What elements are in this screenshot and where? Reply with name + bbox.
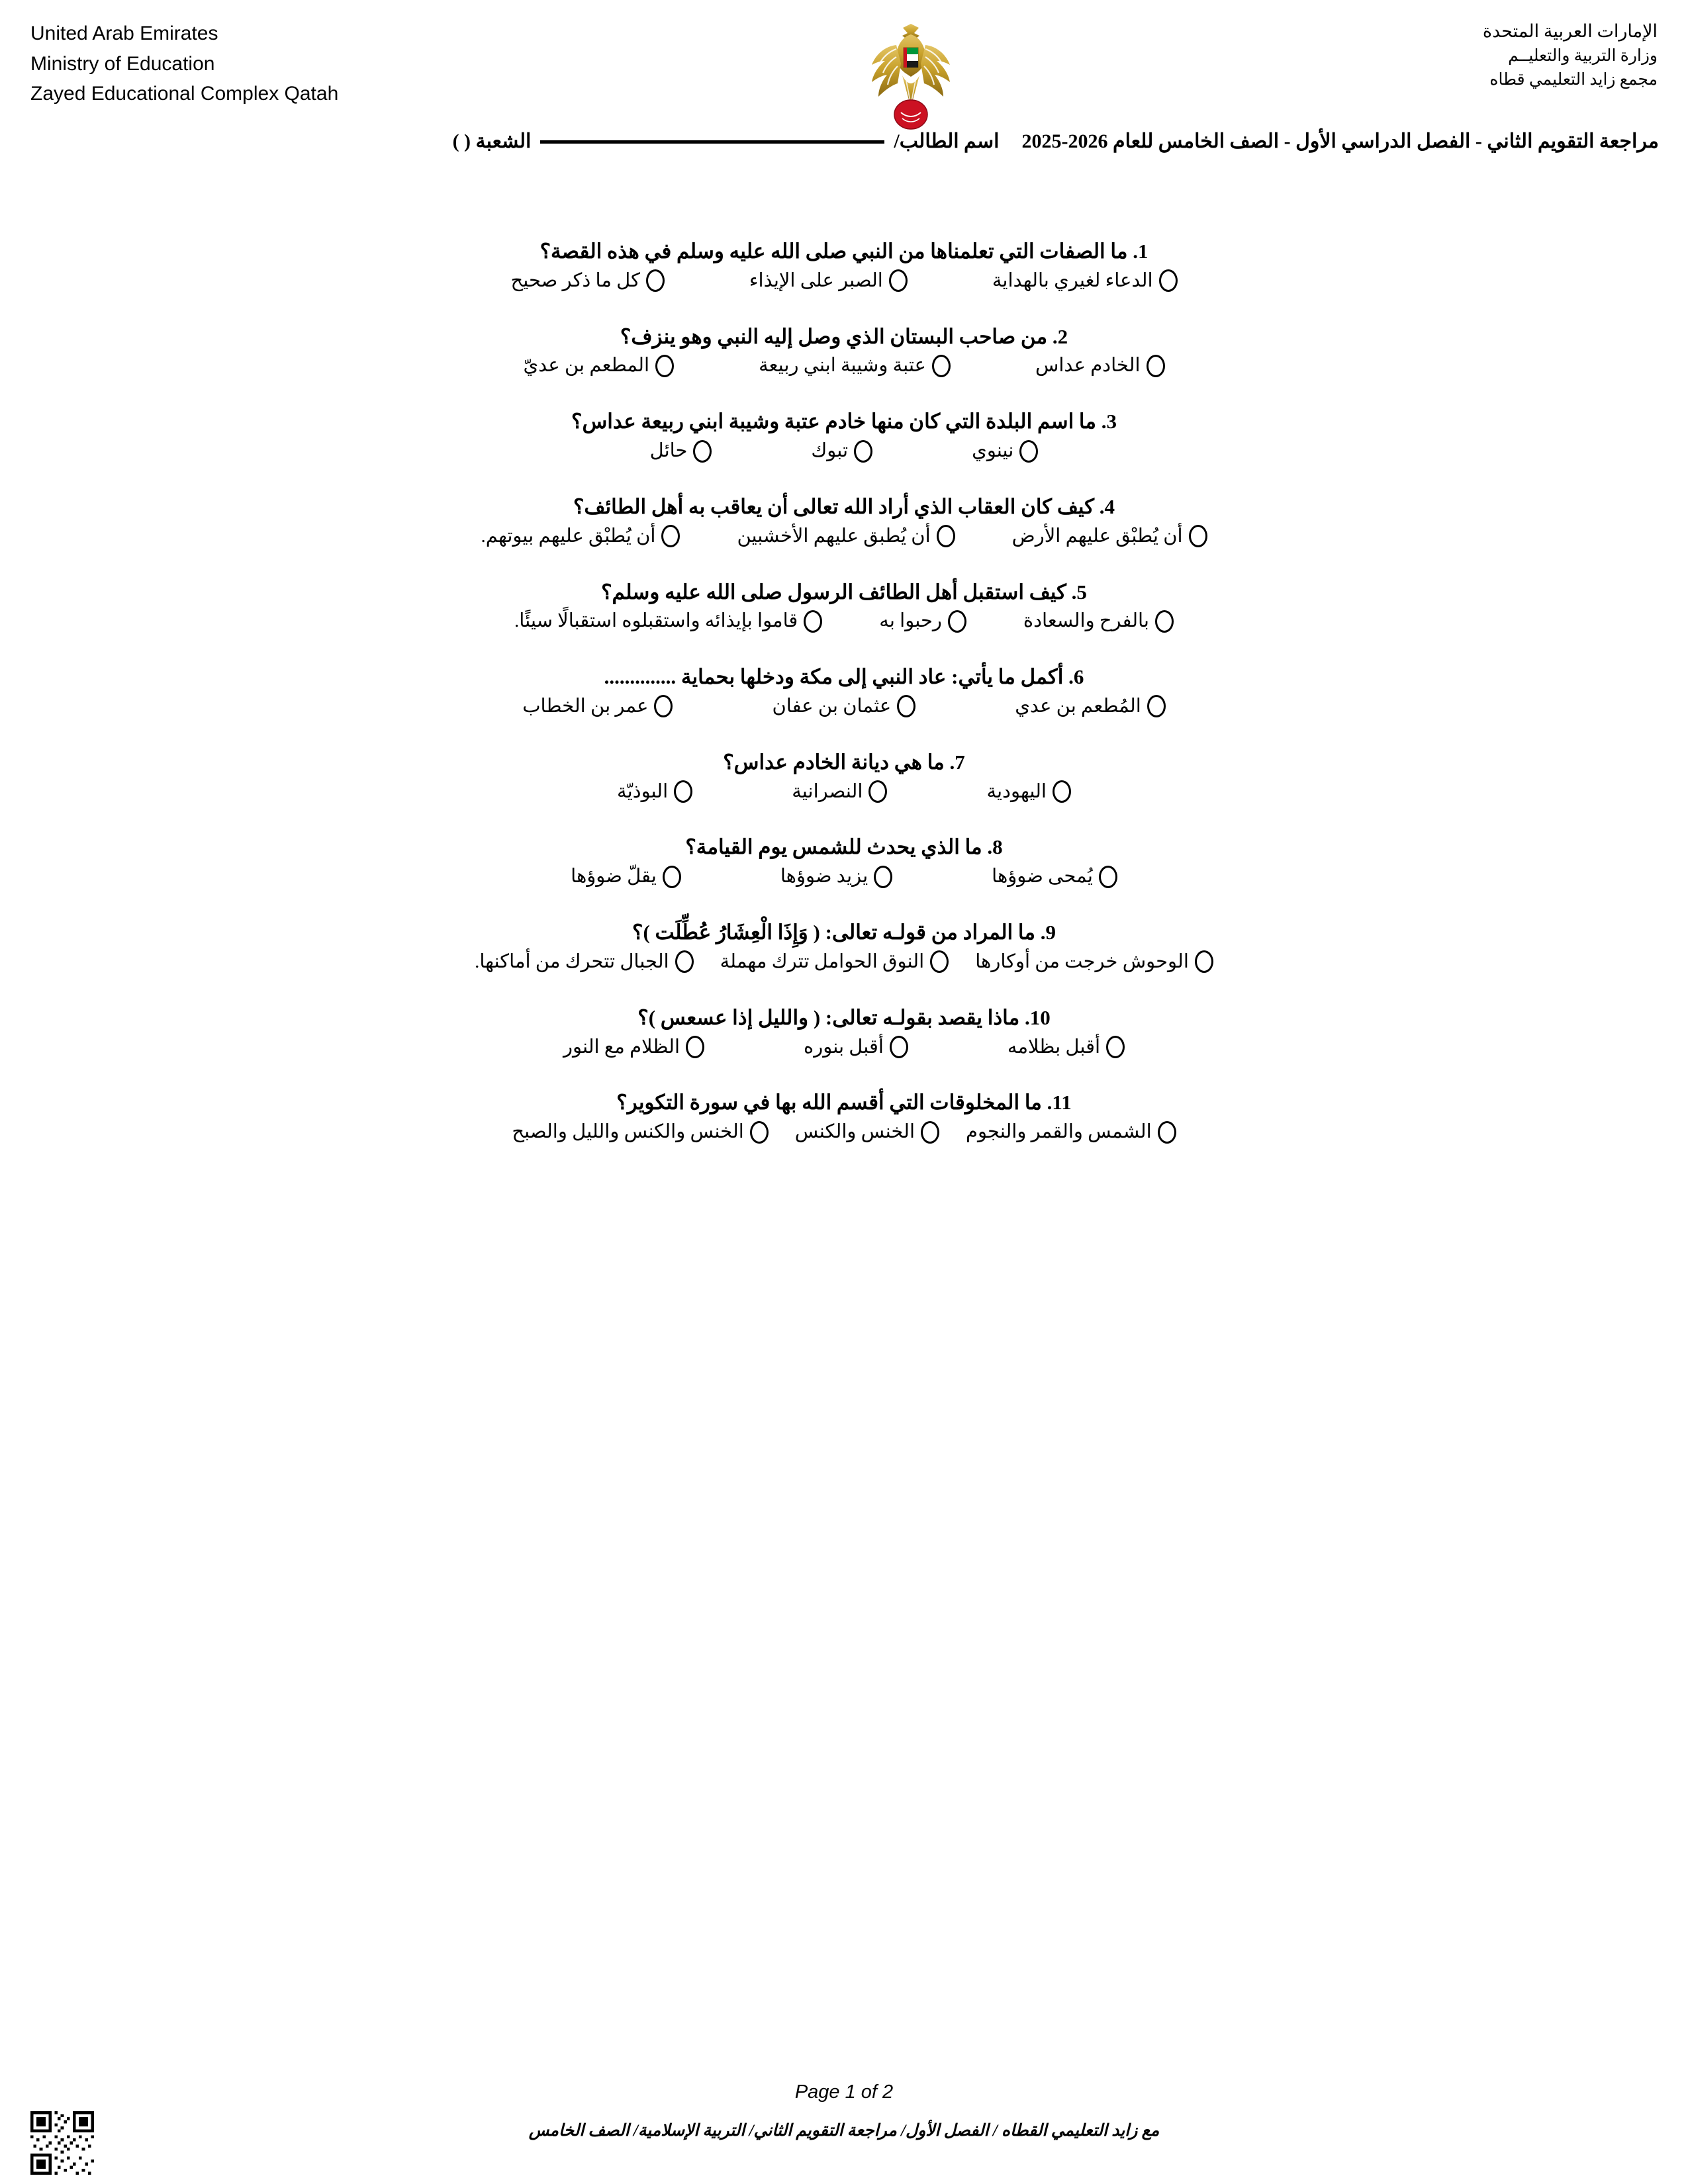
option-2-3[interactable] [523, 354, 674, 377]
options-row-1 [60, 269, 1628, 293]
option-label: يُمحى ضوؤها [992, 866, 1093, 887]
option-label: عثمان بن عفان [772, 696, 892, 717]
option-label: بالفرح والسعادة [1023, 610, 1149, 632]
options-row-9 [60, 950, 1628, 974]
radio-bubble-icon[interactable] [1159, 269, 1178, 292]
option-4-2[interactable] [737, 525, 955, 548]
radio-bubble-icon[interactable] [646, 269, 665, 292]
option-label: عمر بن الخطاب [522, 696, 649, 717]
option-6-2[interactable] [772, 695, 915, 718]
radio-bubble-icon[interactable] [1147, 695, 1166, 717]
radio-bubble-icon[interactable] [693, 440, 712, 463]
radio-bubble-icon[interactable] [897, 695, 915, 717]
question-number-11: 11. [1047, 1091, 1072, 1115]
options-row-5 [60, 610, 1628, 633]
question-text-11 [60, 1089, 1628, 1116]
option-label: المُطعم بن عدي [1015, 696, 1141, 717]
radio-bubble-icon[interactable] [654, 695, 673, 717]
header-english-block [30, 19, 338, 109]
question-body-6: أكمل ما يأتي: عاد النبي إلى مكة ودخلها بحماية .............. [604, 665, 1064, 689]
question-block-10 [60, 1004, 1628, 1059]
radio-bubble-icon[interactable] [948, 610, 966, 633]
radio-bubble-icon[interactable] [874, 866, 892, 888]
radio-bubble-icon[interactable] [1155, 610, 1174, 633]
option-label: الوحوش خرجت من أوكارها [975, 950, 1189, 972]
question-body-3: ما اسم البلدة التي كان منها خادم عتبة وشيبة ابني ربيعة عداس؟ [571, 410, 1096, 433]
option-10-2[interactable] [804, 1036, 908, 1059]
option-6-1[interactable] [1015, 695, 1166, 718]
option-2-2[interactable] [759, 354, 951, 377]
option-9-1[interactable] [975, 950, 1213, 974]
option-label: الخادم عداس [1035, 355, 1141, 377]
radio-bubble-icon[interactable] [750, 1121, 769, 1144]
option-1-2[interactable] [749, 269, 908, 293]
options-row-7 [60, 780, 1628, 803]
options-row-6 [60, 695, 1628, 718]
option-label: عتبة وشيبة ابني ربيعة [759, 355, 926, 377]
section-label: الشعبة ( ) [452, 130, 532, 152]
radio-bubble-icon[interactable] [1195, 950, 1213, 973]
option-1-1[interactable] [992, 269, 1178, 293]
questions-list [0, 153, 1688, 1144]
radio-bubble-icon[interactable] [674, 780, 692, 803]
question-number-6: 6. [1068, 665, 1084, 689]
radio-bubble-icon[interactable] [889, 269, 908, 292]
header-english-line-3: Zayed Educational Complex Qatah [30, 83, 339, 105]
option-label: كل ما ذكر صحيح [510, 269, 640, 291]
question-number-9: 9. [1040, 921, 1056, 944]
question-number-5: 5. [1071, 580, 1087, 604]
question-block-4 [60, 493, 1628, 548]
radio-bubble-icon[interactable] [1147, 355, 1165, 377]
question-text-10 [60, 1004, 1628, 1032]
option-label: رحبوا به [879, 610, 942, 632]
option-8-2[interactable] [780, 865, 892, 888]
option-label: أن يُطبْق عليهم الأرض [1011, 525, 1183, 547]
header-arabic-line-1: الإمارات العربية المتحدة [1482, 21, 1658, 41]
student-name-input[interactable] [540, 140, 884, 144]
question-block-5 [60, 578, 1628, 633]
exam-title: مراجعة التقويم الثاني - الفصل الدراسي الأول - الصف الخامس للعام 2026-2025 [1021, 130, 1659, 152]
option-label: الظلام مع النور [563, 1036, 680, 1058]
radio-bubble-icon[interactable] [661, 525, 680, 547]
question-text-9 [60, 919, 1628, 946]
option-7-2[interactable] [792, 780, 887, 803]
option-4-1[interactable] [1012, 525, 1207, 548]
option-label: الجبال تتحرك من أماكنها. [475, 950, 669, 972]
option-label: النصرانية [792, 780, 863, 802]
option-label: الدعاء لغيري بالهداية [992, 269, 1153, 291]
option-8-1[interactable] [992, 865, 1117, 888]
option-10-3[interactable] [563, 1036, 704, 1059]
exam-title-bar [0, 126, 1688, 153]
question-body-7: ما هي ديانة الخادم عداس؟ [723, 750, 945, 774]
option-11-1[interactable] [966, 1120, 1176, 1144]
option-label: أن يُطبق عليهم الأخشبين [737, 525, 931, 547]
options-row-8 [60, 865, 1628, 888]
qr-code [30, 2111, 94, 2175]
question-block-8 [60, 833, 1628, 888]
options-row-4 [60, 525, 1628, 548]
radio-bubble-icon[interactable] [1158, 1121, 1176, 1144]
question-number-3: 3. [1101, 410, 1117, 433]
option-2-1[interactable] [1035, 354, 1165, 377]
option-label: تبوك [811, 440, 849, 462]
question-number-1: 1. [1133, 240, 1149, 263]
question-block-1 [60, 238, 1628, 293]
option-3-2[interactable] [811, 439, 872, 463]
question-text-3 [60, 408, 1628, 435]
question-block-3 [60, 408, 1628, 463]
radio-bubble-icon[interactable] [1189, 525, 1207, 547]
option-3-1[interactable] [972, 439, 1038, 463]
option-9-2[interactable] [720, 950, 949, 974]
question-body-10: ماذا يقصد بقولـه تعالى: ( والليل إذا عسعس )؟ [637, 1005, 1020, 1029]
question-text-1 [60, 238, 1628, 265]
options-row-11 [60, 1120, 1628, 1144]
option-1-3[interactable] [510, 269, 664, 293]
option-7-3[interactable] [617, 780, 692, 803]
header-english-line-1: United Arab Emirates [30, 23, 218, 44]
radio-bubble-icon[interactable] [1019, 440, 1038, 463]
radio-bubble-icon[interactable] [890, 1036, 908, 1058]
header-arabic-line-2: وزارة التربية والتعليــم [1508, 47, 1658, 66]
page-number: Page 1 of 2 [794, 2081, 894, 2103]
header-arabic-block [1483, 19, 1658, 93]
radio-bubble-icon[interactable] [1053, 780, 1071, 803]
option-label: الخنس والكنس [794, 1121, 915, 1143]
options-row-2 [60, 354, 1628, 377]
options-row-10 [60, 1036, 1628, 1059]
question-text-4 [60, 493, 1628, 521]
option-label: يقلّ ضوؤها [571, 866, 657, 887]
option-label: الخنس والكنس والليل والصبح [512, 1121, 744, 1143]
question-number-10: 10. [1024, 1005, 1051, 1029]
question-number-7: 7. [949, 750, 965, 774]
question-block-2 [60, 323, 1628, 378]
option-11-2[interactable] [795, 1120, 939, 1144]
option-label: نينوي [972, 440, 1014, 462]
question-text-5 [60, 578, 1628, 606]
question-text-2 [60, 323, 1628, 351]
question-block-11 [60, 1089, 1628, 1144]
option-label: أقبل بظلامه [1007, 1036, 1101, 1058]
document-header [0, 0, 1688, 126]
radio-bubble-icon[interactable] [663, 866, 681, 888]
radio-bubble-icon[interactable] [868, 780, 887, 803]
question-text-8 [60, 833, 1628, 861]
option-label: الشمس والقمر والنجوم [966, 1121, 1152, 1143]
option-7-1[interactable] [986, 780, 1071, 803]
question-body-5: كيف استقبل أهل الطائف الرسول صلى الله عليه وسلم؟ [601, 580, 1066, 604]
header-arabic-line-3: مجمع زايد التعليمي قطاه [1489, 71, 1658, 89]
radio-bubble-icon[interactable] [1099, 866, 1117, 888]
radio-bubble-icon[interactable] [1106, 1036, 1125, 1058]
option-4-3[interactable] [481, 525, 680, 548]
option-5-2[interactable] [879, 610, 966, 633]
option-label: البوذيّة [617, 780, 669, 802]
radio-bubble-icon[interactable] [675, 950, 694, 973]
radio-bubble-icon[interactable] [937, 525, 955, 547]
radio-bubble-icon[interactable] [804, 610, 822, 633]
option-5-3[interactable] [514, 610, 822, 633]
option-label: المطعم بن عديّ [523, 355, 650, 377]
option-8-3[interactable] [571, 865, 681, 888]
question-text-6 [60, 663, 1628, 691]
question-block-9 [60, 919, 1628, 974]
option-label: حائل [649, 440, 688, 462]
question-body-9: ما المراد من قولـه تعالى: ( وَإِذَا الْعِشَارُ عُطِّلَت )؟ [632, 921, 1035, 944]
option-10-1[interactable] [1008, 1036, 1125, 1059]
radio-bubble-icon[interactable] [921, 1121, 939, 1144]
radio-bubble-icon[interactable] [655, 355, 674, 377]
option-label: النوق الحوامل تترك مهملة [720, 950, 925, 972]
question-body-11: ما المخلوقات التي أقسم الله بها في سورة التكوير؟ [616, 1091, 1042, 1115]
radio-bubble-icon[interactable] [930, 950, 949, 973]
question-number-4: 4. [1099, 494, 1115, 518]
question-body-2: من صاحب البستان الذي وصل إليه النبي وهو ينزف؟ [620, 324, 1048, 348]
header-english-line-2: Ministry of Education [30, 52, 215, 75]
question-body-1: ما الصفات التي تعلمناها من النبي صلى الله عليه وسلم في هذه القصة؟ [539, 240, 1128, 263]
option-label: أن يُطبْق عليهم بيوتهم. [481, 525, 656, 547]
radio-bubble-icon[interactable] [686, 1036, 704, 1058]
option-11-3[interactable] [512, 1120, 768, 1144]
radio-bubble-icon[interactable] [854, 440, 872, 463]
question-body-4: كيف كان العقاب الذي أراد الله تعالى أن يعاقب به أهل الطائف؟ [573, 494, 1095, 518]
option-3-3[interactable] [650, 439, 712, 463]
option-label: قاموا بإيذائه واستقبلوه استقبالًا سيئًا. [514, 610, 798, 632]
radio-bubble-icon[interactable] [932, 355, 951, 377]
question-text-7 [60, 749, 1628, 776]
question-block-6 [60, 663, 1628, 718]
option-label: اليهودية [986, 780, 1047, 802]
document-footer [0, 2081, 1688, 2140]
student-name-label: اسم الطالب/ [894, 130, 1000, 152]
option-9-3[interactable] [475, 950, 694, 974]
option-label: الصبر على الإيذاء [749, 269, 883, 291]
options-row-3 [60, 439, 1628, 463]
question-body-8: ما الذي يحدث للشمس يوم القيامة؟ [685, 835, 982, 859]
option-6-3[interactable] [522, 695, 673, 718]
footer-arabic-text: مع زايد التعليمي القطاه / الفصل الأول/ مراجعة التقويم الثاني/ التربية الإسلامية/ الصف الخامس [528, 2122, 1160, 2140]
option-label: يزيد ضوؤها [780, 866, 868, 887]
question-number-8: 8. [987, 835, 1003, 859]
uae-falcon-emblem [861, 20, 961, 131]
option-5-1[interactable] [1023, 610, 1174, 633]
question-block-7 [60, 749, 1628, 803]
question-number-2: 2. [1052, 324, 1068, 348]
option-label: أقبل بنوره [804, 1036, 884, 1058]
